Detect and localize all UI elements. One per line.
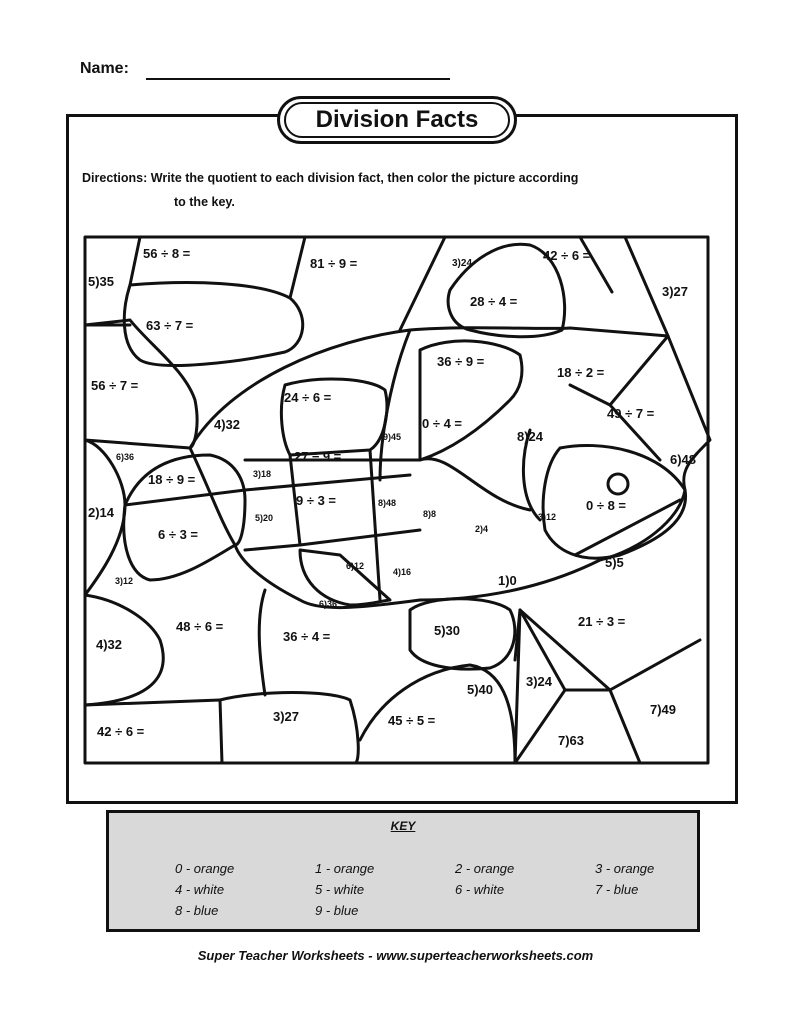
problem-text: 81 ÷ 9 = (310, 256, 358, 271)
problem-text: 27 ÷ 9 = (294, 449, 342, 464)
problem-text: 42 ÷ 6 = (543, 248, 591, 263)
problem-text: 7)49 (650, 702, 677, 717)
problem-text: 5)20 (255, 513, 274, 523)
key-entry: 4 - white (175, 882, 225, 897)
problem-text: 2)4 (475, 524, 489, 534)
problem-text: 18 ÷ 9 = (148, 472, 196, 487)
key-entry: 8 - blue (175, 903, 219, 918)
problem-text: 1)0 (498, 573, 517, 588)
key-entry: 5 - white (315, 882, 365, 897)
problem-text: 3)27 (662, 284, 689, 299)
problem-text: 18 ÷ 2 = (557, 365, 605, 380)
key-grid (175, 861, 735, 918)
divider-top-a (400, 237, 445, 330)
gill-line (420, 459, 530, 510)
problem-text: 21 ÷ 3 = (578, 614, 626, 629)
region-3-27 (220, 693, 358, 764)
problem-text: 36 ÷ 9 = (437, 354, 485, 369)
problem-text: 3)12 (538, 512, 557, 522)
problem-text: 6)48 (670, 452, 697, 467)
directions-line-1: Directions: Write the quotient to each division fact, then color the picture according (82, 171, 579, 185)
name-label: Name: (80, 60, 129, 77)
problem-text: 9 ÷ 3 = (296, 493, 337, 508)
problem-text: 0 ÷ 8 = (586, 498, 627, 513)
problem-text: 3)12 (115, 576, 134, 586)
key-entry: 7 - blue (595, 882, 639, 897)
fan-3 (515, 690, 565, 763)
scale-col-2 (370, 450, 380, 600)
problem-text: 45 ÷ 5 = (388, 713, 436, 728)
problem-text: 4)32 (214, 417, 241, 432)
problem-text: 8)48 (378, 498, 397, 508)
problem-text: 6)12 (346, 561, 365, 571)
region-5-30 (410, 599, 515, 669)
divider-top-mid (290, 237, 305, 298)
key-entry: 0 - orange (175, 861, 235, 876)
divider-top-left (130, 237, 140, 285)
problem-text: 6)36 (116, 452, 135, 462)
problem-text: 24 ÷ 6 = (284, 390, 332, 405)
problem-text: 3)27 (273, 709, 300, 724)
key-entry: 2 - orange (455, 861, 515, 876)
key-entry: 3 - orange (595, 861, 655, 876)
problem-text: 56 ÷ 7 = (91, 378, 139, 393)
scale-row-3 (245, 530, 420, 550)
divider-bottom-mid (259, 590, 265, 695)
key-entry: 9 - blue (315, 903, 359, 918)
problem-text: 4)16 (393, 567, 412, 577)
problem-text: 7)63 (558, 733, 585, 748)
problem-text: 2)14 (88, 505, 115, 520)
key-entry: 6 - white (455, 882, 505, 897)
problem-text: 8)24 (517, 429, 544, 444)
directions-line-2: to the key. (174, 195, 235, 209)
problem-text: 5)5 (605, 555, 624, 570)
divider-top-b (580, 237, 612, 292)
key-entry: 1 - orange (315, 861, 375, 876)
problem-text: 6)36 (319, 599, 338, 609)
problem-text: 63 ÷ 7 = (146, 318, 194, 333)
problem-text: 8)8 (423, 509, 437, 519)
footer-credit: Super Teacher Worksheets - www.superteacherworksheets.com (197, 948, 594, 963)
fish-eye (608, 474, 628, 494)
problem-text: 3)24 (526, 674, 553, 689)
key-box (106, 810, 700, 932)
problem-text: 36 ÷ 4 = (283, 629, 331, 644)
problem-text: 3)24 (452, 258, 473, 269)
problem-text: 42 ÷ 6 = (97, 724, 145, 739)
region-45-5 (360, 665, 515, 763)
problem-text: 28 ÷ 4 = (470, 294, 518, 309)
page-title: Division Facts (284, 102, 510, 138)
key-title: KEY (390, 819, 416, 833)
problem-text: 5)40 (467, 682, 494, 697)
problem-text: 5)35 (88, 274, 115, 289)
scale-col-3 (380, 330, 410, 480)
problem-text: 48 ÷ 6 = (176, 619, 224, 634)
problem-text: 4)32 (96, 637, 123, 652)
problem-text: 6 ÷ 3 = (158, 527, 199, 542)
problem-text: 0 ÷ 4 = (422, 416, 463, 431)
problem-text: 3)18 (253, 469, 272, 479)
problem-text: 49 ÷ 7 = (607, 406, 655, 421)
problem-text: 5)30 (434, 623, 461, 638)
fin-split (125, 490, 245, 505)
problem-text: 9)45 (383, 432, 402, 442)
problem-text: 56 ÷ 8 = (143, 246, 191, 261)
